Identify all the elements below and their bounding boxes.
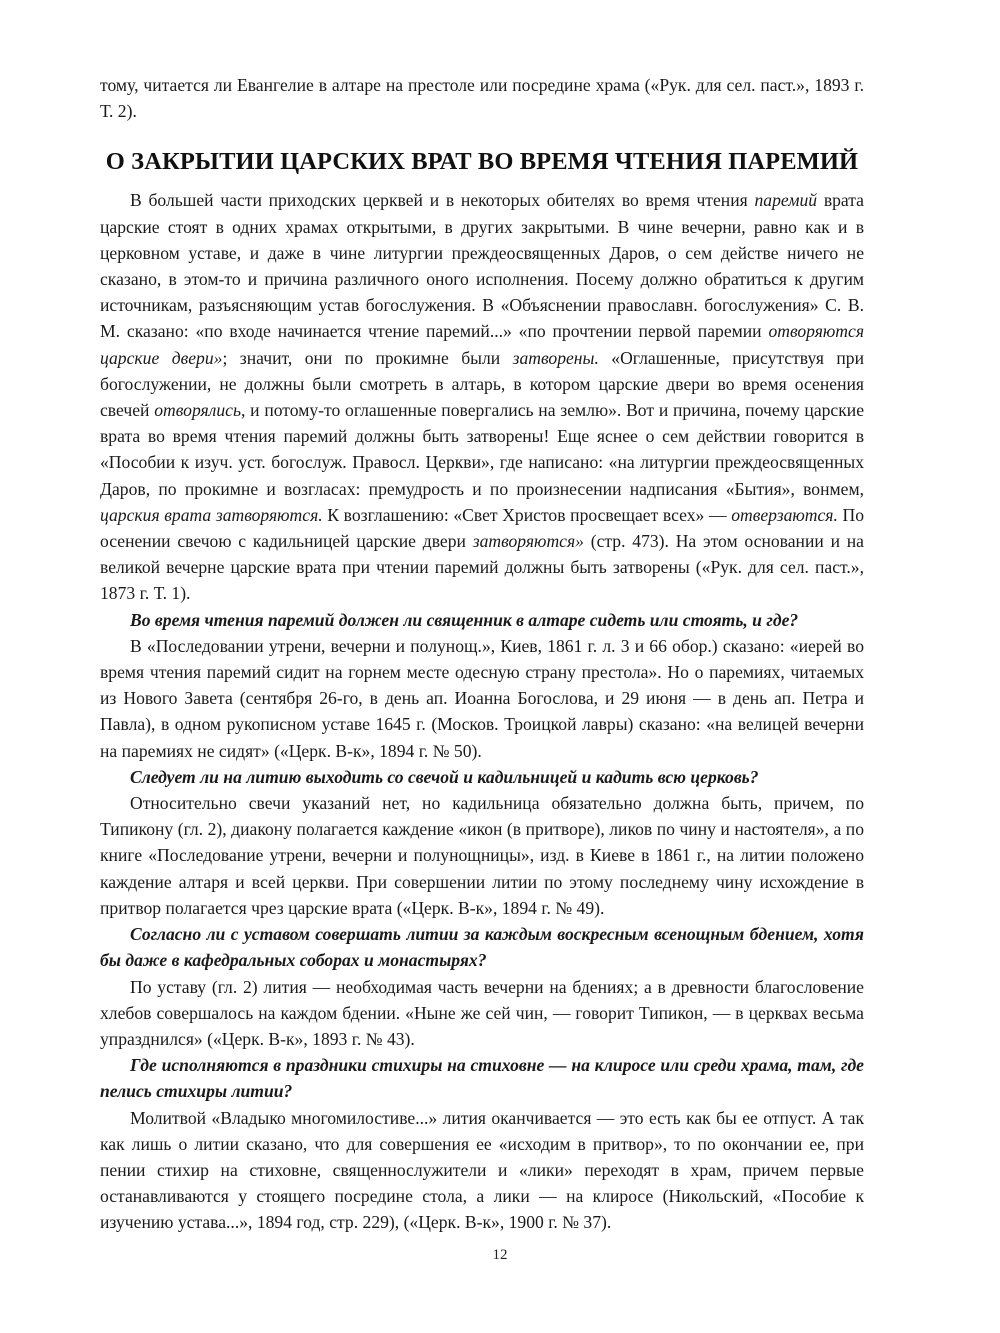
p1-emphasis-2: отворяются царские двери» bbox=[100, 321, 864, 368]
answer-1: В «Последовании утрени, вечерни и полунощ.», Киев, 1861 г. л. 3 и 66 обор.) сказано: «иерей во время чтения паремий сидит на горнем месте одесную страну престола». Но о паремиях, читаемых из Нового Завета (сентября 26-го, в день ап. Иоанна Богослова, и 29 июня — в день ап. Петра и Павла), в одном рукописном уставе 1645 г. (Москов. Троицкой лавры) сказано: «на велицей вечерни на паремиях не сидят» («Церк. В-к», 1894 г. № 50). bbox=[100, 635, 864, 761]
answer-3: По уставу (гл. 2) лития — необходимая часть вечерни на бдениях; а в древности благословение хлебов совершалось на каждом бдении. «Ныне же сей чин, — говорит Типикон, — в церквах весьма упразднился» («Церк. В-к», 1893 г. № 43). bbox=[100, 976, 864, 1049]
p1-text-2: врата царские стоят в одних храмах открытыми, в других закрытыми. В чине вечерни, равно как и в церковном уставе, и даже в чине литургии преждеосвященных Даров, о сем действе ничего не сказано, в этом-то и причина различного оного исполнения. Посему должно обратиться к другим источникам, разъясняющим устав богослужения. В «Объяснении православн. богослужения» С. В. М. сказано: «по входе начинается чтение паремий...» «по прочтении первой паремии bbox=[100, 190, 864, 342]
document-page bbox=[100, 72, 864, 1236]
p1-text-5: , и потому-то оглашенные повергались на землю». Вот и причина, почему царские врата во время чтения паремий должны быть затворены! Еще яснее о сем действии говорится в «Пособии к изуч. уст. богослуж. Правосл. Церкви», где написано: «на литургии преждеосвященных Даров, по прокимне и возгласах: премудрость и по произнесении надписания «Бытия», вонмем, bbox=[100, 400, 865, 499]
intro-paragraph: тому, читается ли Евангелие в алтаре на престоле или посредине храма («Рук. для сел. паст.», 1893 г. Т. 2). bbox=[100, 75, 864, 122]
p1-emphasis-4: отворялись bbox=[154, 400, 241, 421]
p1-text-6: К возглашению: «Свет Христов просвещает всех» — bbox=[322, 504, 732, 525]
p1-emphasis-1: паремий bbox=[754, 190, 818, 211]
question-2: Следует ли на литию выходить со свечой и кадильницей и кадить всю церковь? bbox=[130, 766, 759, 787]
p1-emphasis-3: затворены. bbox=[512, 347, 599, 368]
paragraph-paremii-doors bbox=[100, 187, 864, 606]
p1-text-3: ; значит, они по прокимне были bbox=[222, 347, 513, 368]
p1-text-4: «Оглашенные, присутствуя при богослужении, не должны были смотреть в алтарь, в котором царские двери во время осенения свечей bbox=[100, 347, 864, 421]
p1-text-1: В большей части приходских церквей и в некоторых обителях во время чтения bbox=[130, 190, 755, 211]
p1-emphasis-6: отверзаются. bbox=[731, 504, 838, 525]
question-4: Где исполняются в праздники стихиры на стиховне — на клиросе или среди храма, там, где пелись стихиры литии? bbox=[100, 1055, 864, 1102]
p1-emphasis-7: затворяются» bbox=[472, 531, 584, 552]
question-1: Во время чтения паремий должен ли священник в алтаре сидеть или стоять, и где? bbox=[130, 609, 799, 630]
p1-text-7: По осенении свечою с кадильницей царские двери bbox=[100, 504, 864, 552]
page-number: 12 bbox=[492, 1247, 508, 1263]
p1-emphasis-5: царския врата затворяются. bbox=[100, 504, 323, 525]
question-3: Согласно ли с уставом совершать литии за каждым воскресным всенощным бдением, хотя бы даже в кафедральных соборах и монастырях? bbox=[100, 924, 864, 971]
answer-2: Относительно свечи указаний нет, но кадильница обязательно должна быть, причем, по Типикону (гл. 2), диакону полагается каждение «икон (в притворе), ликов по чину и настоятеля», а по книге «Последование утрени, вечерни и полунощницы», изд. в Киеве в 1861 г., на литии положено каждение алтаря и всей церкви. При совершении литии по этому последнему чину исхождение в притвор полагается чрез царские врата («Церк. В-к», 1894 г. № 49). bbox=[100, 793, 864, 918]
answer-4: Молитвой «Владыко многомилостиве...» лития оканчивается — это есть как бы ее отпуст. А так как лишь о литии сказано, что для совершения ее «исходим в притвор», то по окончании ее, при пении стихир на стиховне, священнослужители и «лики» переходят в храм, причем первые останавливаются у стоящего посредине стола, а лики — на клиросе (Никольский, «Пособие к изучению устава...», 1894 год, стр. 229), («Церк. В-к», 1900 г. № 37). bbox=[100, 1107, 864, 1233]
p1-text-8: (стр. 473). На этом основании и на великой вечерне царские врата при чтении паремий должны быть затворены («Рук. для сел. паст.», 1873 г. Т. 1). bbox=[100, 531, 864, 604]
section-heading: О ЗАКРЫТИИ ЦАРСКИХ ВРАТ ВО ВРЕМЯ ЧТЕНИЯ ПАРЕМИЙ bbox=[105, 148, 859, 176]
